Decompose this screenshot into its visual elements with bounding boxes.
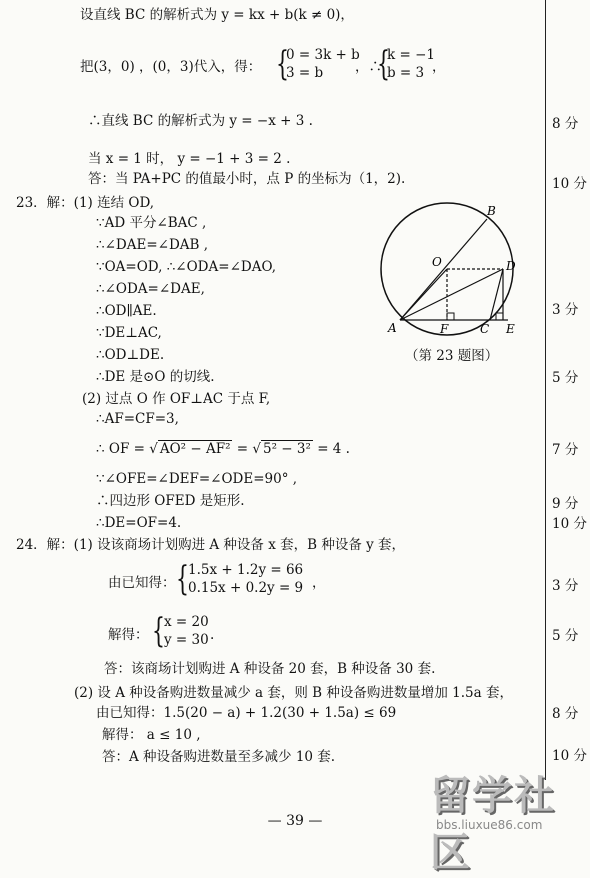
- proof-step: ∴∠DAE=∠DAB ,: [96, 237, 209, 253]
- answer-line: 答：该商场计划购进 A 种设备 20 套，B 种设备 30 套.: [104, 661, 436, 677]
- system-equations-2: [387, 46, 435, 82]
- solve-line: 解得： a ≤ 10 ,: [102, 727, 201, 743]
- comma-text: ，: [432, 59, 446, 75]
- score: 10 分: [552, 176, 587, 192]
- proof-step: ∴AF=CF=3,: [96, 411, 179, 427]
- score: 8 分: [552, 116, 579, 132]
- system-brace: {: [152, 611, 165, 651]
- proof-step: ∴OD⊥DE.: [96, 347, 165, 363]
- page-number: — 39 —: [267, 813, 323, 829]
- proof-step: ∵DE⊥AC,: [96, 325, 162, 341]
- segment-ao: [400, 269, 447, 320]
- therefore-text: ，∴: [355, 59, 382, 75]
- score: 5 分: [552, 628, 579, 644]
- part-2-heading: (2) 过点 O 作 OF⊥AC 于点 F,: [82, 391, 271, 407]
- segment-ad: [400, 269, 503, 320]
- score: 10 分: [552, 748, 587, 764]
- proof-step: ∵OA=OD, ∴∠ODA=∠DAO,: [96, 259, 277, 275]
- system-equations-3: [188, 561, 303, 597]
- score: 5 分: [552, 370, 579, 386]
- proof-step: ∴∠ODA=∠DAE,: [96, 281, 205, 297]
- label-c: C: [480, 322, 490, 336]
- answer-line: 答：当 PA+PC 的值最小时，点 P 的坐标为（1，2).: [88, 171, 406, 187]
- comma-text: ，: [312, 575, 326, 591]
- right-angle-f: [447, 313, 454, 320]
- sqrt-equation: ∴ OF = √ AO² − AF² = √ 5² − 3² = 4 .: [96, 441, 350, 457]
- system-brace: {: [176, 559, 189, 599]
- line-bc-expression: 设直线 BC 的解析式为 y = kx + b(k ≠ 0)，: [80, 7, 354, 23]
- figure-caption: （第 23 题图）: [405, 348, 499, 364]
- label-b: B: [487, 204, 496, 218]
- evaluate-line: 当 x = 1 时， y = −1 + 3 = 2 .: [88, 151, 291, 167]
- radicand: 5² − 3²: [263, 441, 311, 457]
- watermark-title: 留学社区: [430, 773, 556, 876]
- solve-label: 解得：: [108, 627, 149, 643]
- substitution-text: 把(3，0) ，(0，3)代入，得：: [80, 59, 262, 75]
- inequality-line: 由已知得：1.5(20 − a) + 1.2(30 + 1.5a) ≤ 69: [96, 705, 397, 721]
- score: 8 分: [552, 706, 579, 722]
- score: 3 分: [552, 578, 579, 594]
- radicand: AO² − AF²: [159, 441, 231, 457]
- score: 7 分: [552, 442, 579, 458]
- proof-step: ∴四边形 OFED 是矩形.: [96, 493, 245, 509]
- equation-row: y = 30: [164, 632, 209, 648]
- label-a: A: [388, 321, 397, 335]
- watermark-url: bbs.liuxue86.com: [436, 818, 543, 832]
- proof-step: ∴DE=OF=4.: [96, 515, 182, 531]
- period-text: .: [210, 627, 215, 643]
- label-d: D: [506, 259, 516, 273]
- proof-step: ∵AD 平分∠BAC ,: [96, 215, 207, 231]
- score: 10 分: [552, 516, 587, 532]
- geometry-figure: [370, 200, 530, 365]
- label-e: E: [506, 322, 515, 336]
- equation-row: 0 = 3k + b: [286, 47, 360, 63]
- line-bc-result: ∴直线 BC 的解析式为 y = −x + 3 .: [88, 113, 313, 129]
- proof-step: ∴DE 是⊙O 的切线.: [96, 369, 215, 385]
- score-column-rule: [545, 0, 546, 780]
- watermark-logo: [408, 760, 590, 876]
- equation-row: x = 20: [164, 614, 209, 630]
- system-brace: {: [276, 44, 289, 84]
- equation-row: 1.5x + 1.2y = 66: [188, 562, 304, 578]
- system-equations-1: [286, 46, 360, 82]
- label-o: O: [432, 255, 442, 269]
- equation-row: 0.15x + 0.2y = 9: [188, 580, 304, 596]
- equation-row: k = −1: [387, 47, 435, 63]
- right-angle-e: [496, 313, 503, 320]
- question-24-heading: 24．解：(1) 设该商场计划购进 A 种设备 x 套，B 种设备 y 套，: [16, 537, 406, 553]
- label-f: F: [440, 322, 449, 336]
- equation-row: b = 3: [387, 65, 425, 81]
- equation-row: 3 = b: [286, 65, 324, 81]
- proof-step: ∴OD∥AE.: [96, 303, 157, 319]
- proof-step: ∵∠OFE=∠DEF=∠ODE=90° ,: [96, 471, 298, 487]
- system-brace: {: [377, 44, 390, 84]
- given-label: 由已知得：: [108, 575, 176, 591]
- question-23-heading: 23．解：(1) 连结 OD,: [16, 195, 155, 211]
- system-equations-4: [164, 613, 209, 649]
- answer-line: 答：A 种设备购进数量至多减少 10 套.: [102, 749, 336, 765]
- score: 9 分: [552, 496, 579, 512]
- part-2-heading: (2) 设 A 种设备购进数量减少 a 套，则 B 种设备购进数量增加 1.5a 套，: [74, 685, 513, 701]
- score: 3 分: [552, 302, 579, 318]
